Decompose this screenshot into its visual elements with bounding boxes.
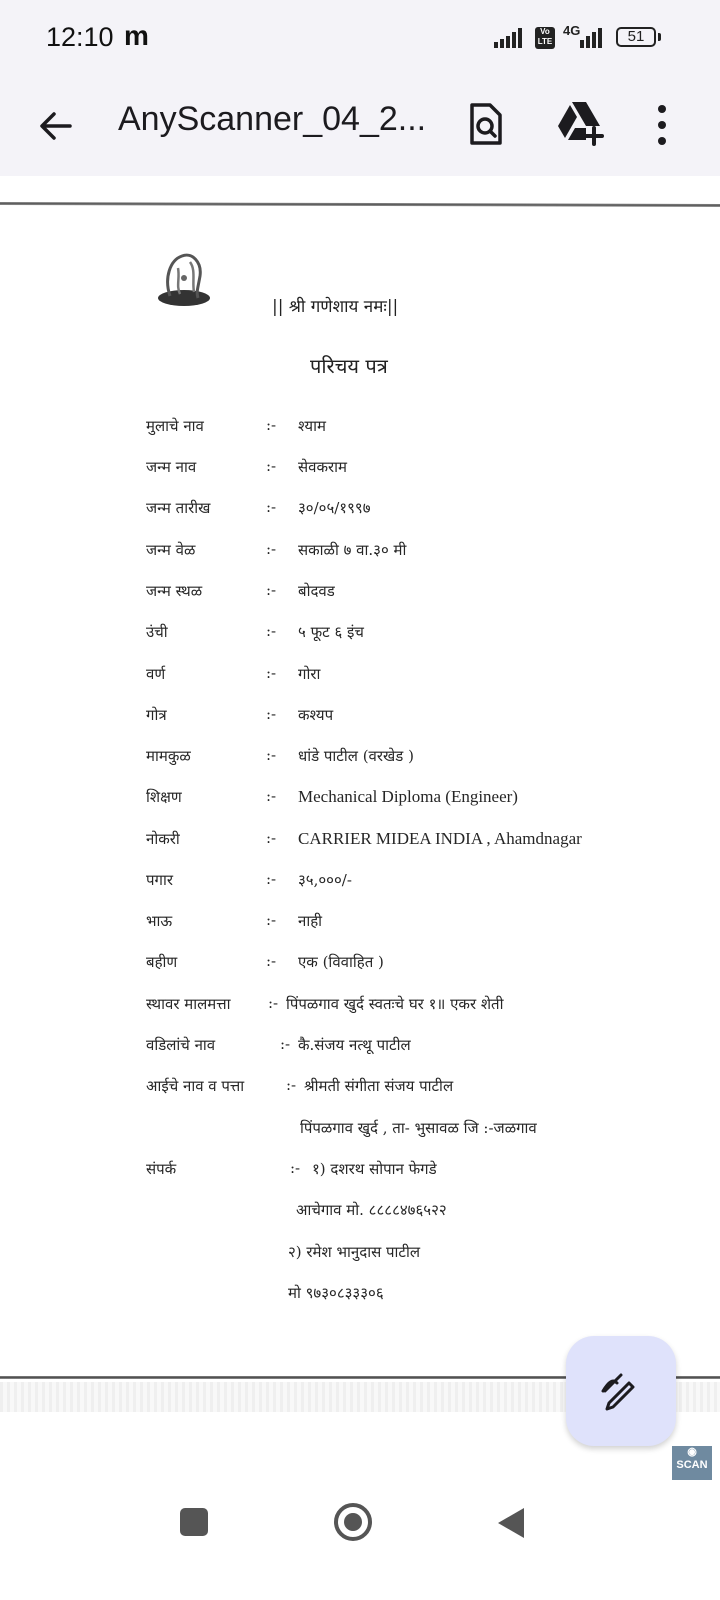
recent-apps-icon[interactable]: [180, 1508, 208, 1536]
field-label: जन्म तारीख: [146, 499, 211, 517]
field-separator: :-: [280, 1035, 291, 1053]
field-label: वडिलांचे नाव: [146, 1036, 216, 1054]
field-value: श्याम: [298, 417, 326, 435]
field-separator: :-: [268, 994, 279, 1012]
battery-icon: [616, 27, 656, 47]
field-separator: :-: [290, 1159, 301, 1177]
field-value: कश्यप: [298, 706, 334, 724]
field-value: १) दशरथ सोपान फेगडे: [312, 1160, 437, 1178]
field-separator: :-: [266, 581, 277, 599]
google-drive-add-icon[interactable]: [556, 100, 604, 146]
volte-icon: Vo LTE: [535, 27, 555, 49]
contact-2-name: २) रमेश भानुदास पाटील: [288, 1243, 421, 1261]
more-vertical-icon[interactable]: [652, 102, 672, 148]
field-label: वर्ण: [146, 665, 166, 683]
field-row: [0, 952, 720, 982]
field-label: जन्म नाव: [146, 458, 197, 476]
field-row: [0, 1159, 720, 1189]
field-row: [0, 1076, 720, 1106]
field-value: Mechanical Diploma (Engineer): [298, 787, 518, 806]
field-label: नोकरी: [146, 830, 180, 848]
field-row: [0, 540, 720, 570]
field-separator: :-: [266, 457, 277, 475]
field-separator: :-: [266, 705, 277, 723]
pen-edit-icon: [599, 1369, 643, 1413]
field-row: [0, 870, 720, 900]
field-value: ५ फूट ६ इंच: [298, 623, 364, 641]
watermark-icon: ◉: [687, 1446, 697, 1458]
battery-tip: [658, 33, 661, 41]
field-separator: :-: [266, 870, 277, 888]
field-separator: :-: [266, 622, 277, 640]
field-separator: :-: [266, 952, 277, 970]
ganesha-illustration: [156, 248, 212, 310]
field-row: [0, 664, 720, 694]
field-label: बहीण: [146, 953, 178, 971]
field-value: सकाळी ७ वा.३० मी: [298, 541, 407, 559]
field-row: [0, 746, 720, 776]
field-value: धांडे पाटील (वरखेड ): [298, 747, 414, 765]
field-label: शिक्षण: [146, 788, 182, 806]
field-separator: :-: [266, 416, 277, 434]
field-value: बोदवड: [298, 582, 335, 600]
watermark-text: SCAN: [676, 1459, 708, 1471]
field-row: [0, 994, 720, 1024]
field-label: मामकुळ: [146, 747, 191, 765]
status-bar: [0, 0, 720, 80]
field-value: एक (विवाहित ): [298, 953, 384, 971]
field-label: स्थावर मालमत्ता: [146, 995, 231, 1013]
field-separator: :-: [286, 1076, 297, 1094]
home-icon[interactable]: [333, 1502, 373, 1542]
field-label: उंची: [146, 623, 168, 641]
field-separator: :-: [266, 911, 277, 929]
field-row: [0, 581, 720, 611]
field-label: आईचे नाव व पत्ता: [146, 1077, 245, 1095]
field-separator: :-: [266, 498, 277, 516]
field-label: जन्म स्थळ: [146, 582, 203, 600]
field-value: कै.संजय नत्थू पाटील: [298, 1036, 411, 1054]
field-label: संपर्क: [146, 1160, 177, 1178]
field-value: गोरा: [298, 665, 321, 683]
document-top-border: [0, 202, 720, 207]
field-value: सेवकराम: [298, 458, 347, 476]
field-separator: :-: [266, 746, 277, 764]
field-label: भाऊ: [146, 912, 173, 930]
field-separator: :-: [266, 664, 277, 682]
field-value: CARRIER MIDEA INDIA , Ahamdnagar: [298, 829, 582, 848]
scanner-watermark: [672, 1446, 712, 1480]
status-time: 12:10: [46, 22, 114, 52]
field-row: [0, 457, 720, 487]
edit-fab-button[interactable]: [566, 1336, 676, 1446]
arrow-left-icon[interactable]: [34, 104, 78, 148]
field-row: [0, 1035, 720, 1065]
mother-address: पिंपळगाव खुर्द , ता- भुसावळ जि :-जळगाव: [300, 1119, 537, 1137]
contact-1-address-phone: आचेगाव मो. ८८८८४७६५२२: [296, 1201, 447, 1219]
field-value: श्रीमती संगीता संजय पाटील: [304, 1077, 454, 1095]
field-separator: :-: [266, 540, 277, 558]
field-row: [0, 829, 720, 859]
network-type-label: 4G: [563, 23, 581, 38]
field-row: [0, 498, 720, 528]
field-value: ३०/०५/१९९७: [298, 499, 371, 517]
field-row: [0, 705, 720, 735]
field-label: गोत्र: [146, 706, 167, 724]
contact-2-phone: मो ९७३०८३३३०६: [288, 1284, 384, 1302]
field-label: पगार: [146, 871, 173, 889]
field-value: पिंपळगाव खुर्द स्वतःचे घर १॥ एकर शेती: [286, 995, 504, 1013]
field-value: नाही: [298, 912, 323, 930]
field-separator: :-: [266, 787, 277, 805]
document-search-icon[interactable]: [466, 102, 506, 146]
battery-level: 51: [627, 28, 645, 45]
back-triangle-icon[interactable]: [496, 1506, 526, 1540]
notification-icon: m: [124, 20, 149, 51]
field-value: ३५,०००/-: [298, 871, 352, 889]
biodata-title: परिचय पत्र: [310, 354, 388, 378]
invocation-text: || श्री गणेशाय नमः||: [272, 297, 399, 317]
field-label: मुलाचे नाव: [146, 417, 204, 435]
system-navigation-bar: [0, 1490, 720, 1600]
signal-strength-icon: [494, 26, 528, 48]
field-row: [0, 787, 720, 817]
document-viewer[interactable]: [0, 176, 720, 1466]
field-row: [0, 911, 720, 941]
signal-strength-icon-2: [580, 26, 608, 48]
document-title: AnyScanner_04_2...: [118, 100, 427, 138]
app-bar: [0, 80, 720, 176]
field-label: जन्म वेळ: [146, 541, 196, 559]
field-row: [0, 416, 720, 446]
field-separator: :-: [266, 829, 277, 847]
field-row: [0, 622, 720, 652]
